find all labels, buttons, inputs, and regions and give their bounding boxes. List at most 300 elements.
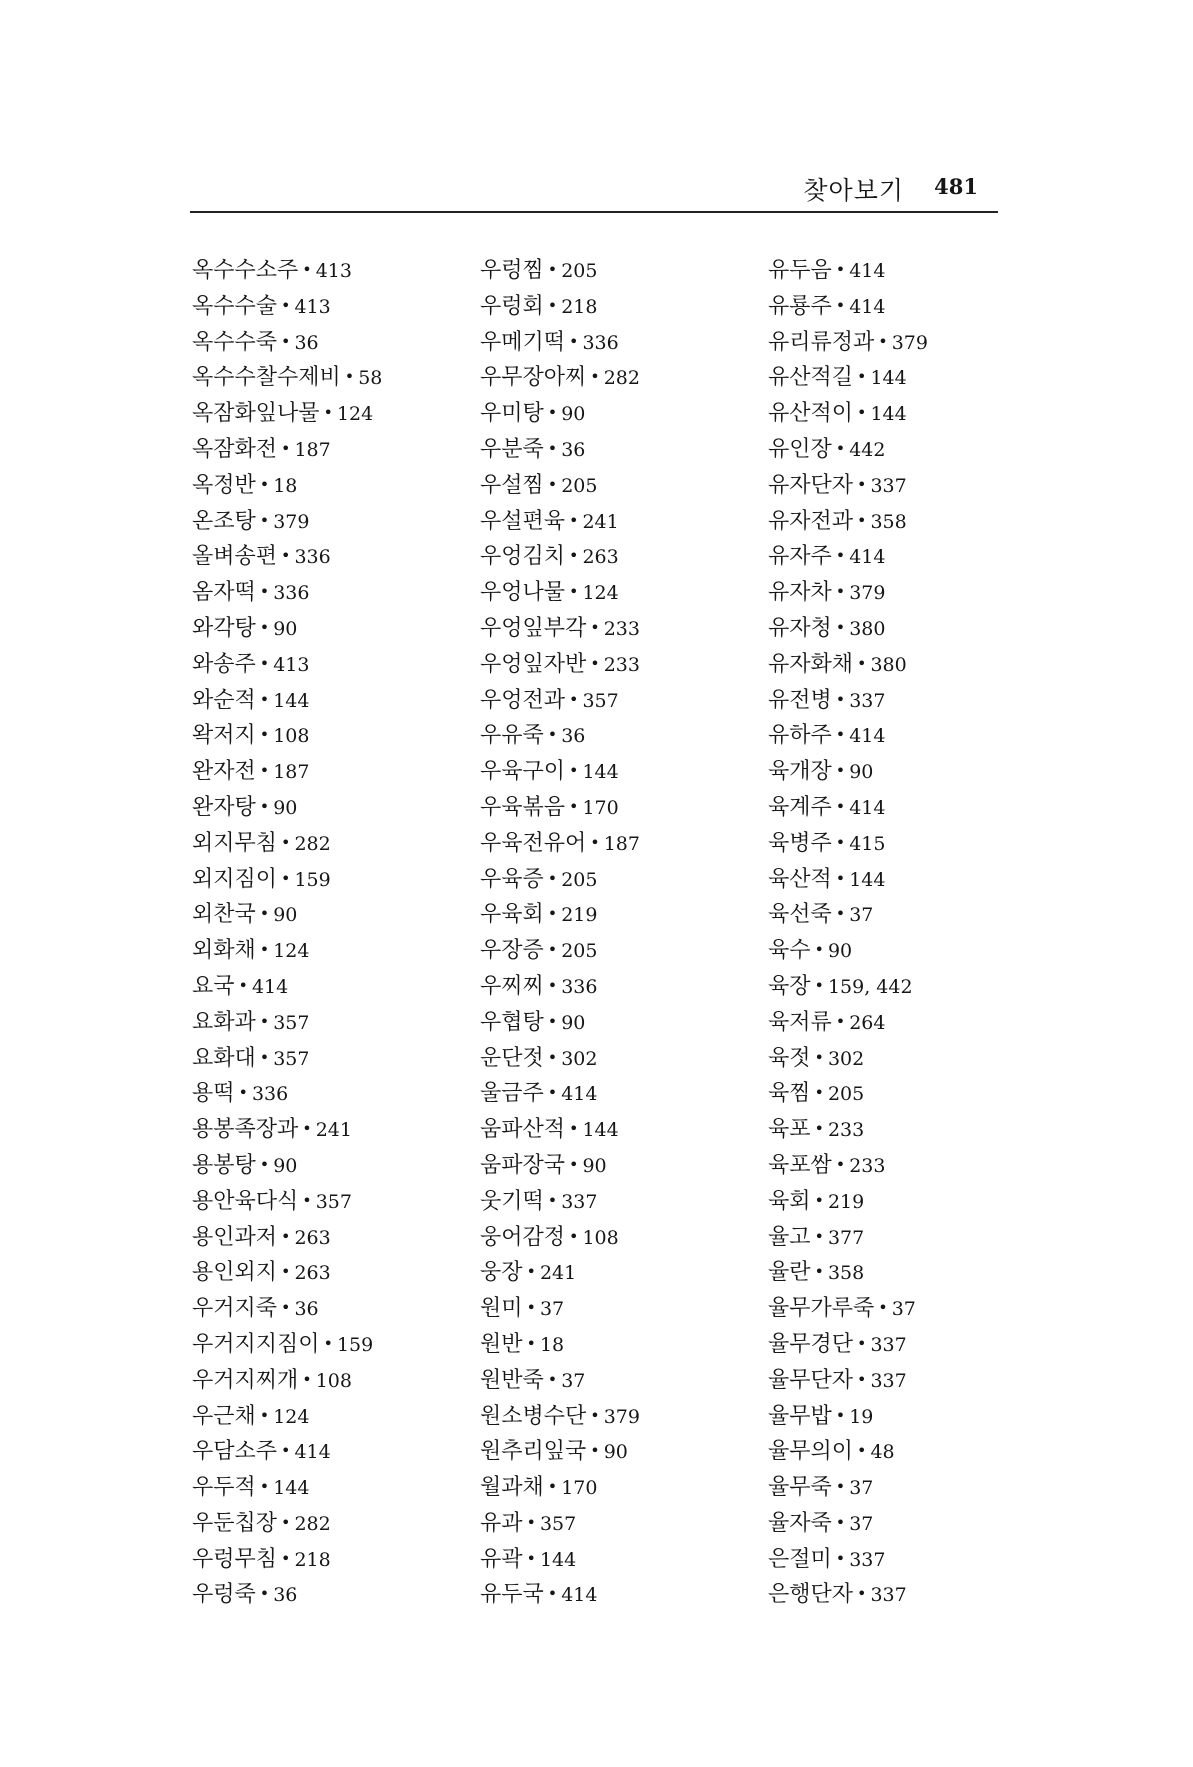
index-entry (192, 718, 472, 754)
entry-separator: • (590, 617, 600, 637)
index-entry (192, 1184, 472, 1220)
entry-term: 와순적 (192, 687, 256, 713)
entry-pages: 205 (827, 1083, 865, 1106)
index-entry (768, 539, 1048, 575)
index-entry (192, 647, 472, 683)
entry-pages: 108 (273, 725, 310, 748)
entry-pages: 413 (315, 260, 352, 282)
entry-term: 유자화채 (768, 651, 854, 677)
index-entry (480, 647, 760, 683)
index-entry (768, 504, 1048, 540)
entry-term: 우렁회 (480, 293, 544, 319)
entry-term: 움파장국 (480, 1152, 566, 1178)
entry-term: 육포쌈 (768, 1152, 832, 1178)
entry-separator: • (281, 1548, 291, 1568)
index-entry (480, 396, 760, 432)
index-entry (480, 1112, 760, 1148)
entry-separator: • (814, 975, 824, 995)
entry-pages: 241 (315, 1119, 352, 1142)
entry-separator: • (259, 653, 270, 673)
index-entry (192, 289, 472, 325)
entry-term: 웃기떡 (480, 1188, 544, 1214)
index-entry (480, 933, 760, 969)
index-entry (480, 1255, 760, 1291)
index-entry (768, 1434, 1048, 1470)
entry-term: 유두음 (768, 258, 832, 283)
index-entry (480, 1470, 760, 1506)
index-entry (192, 504, 472, 540)
entry-pages: 336 (251, 1083, 289, 1106)
entry-pages: 144 (870, 403, 907, 426)
entry-pages: 108 (315, 1369, 352, 1392)
entry-term: 유과 (480, 1510, 523, 1536)
index-entry (768, 575, 1048, 611)
index-entry (192, 1041, 472, 1077)
entry-term: 유자단자 (768, 472, 854, 498)
entry-separator: • (547, 403, 558, 423)
index-entry (480, 432, 760, 468)
entry-separator: • (281, 438, 291, 458)
entry-separator: • (569, 546, 579, 566)
entry-term: 육산적 (768, 866, 832, 892)
entry-separator: • (857, 474, 867, 494)
index-entry (768, 1327, 1048, 1363)
entry-pages: 219 (827, 1190, 865, 1213)
entry-separator: • (835, 617, 846, 637)
entry-term: 외화채 (192, 938, 256, 964)
entry-pages: 414 (561, 1083, 598, 1106)
entry-separator: • (569, 796, 579, 816)
index-entry (192, 683, 472, 719)
entry-pages: 413 (273, 653, 310, 676)
entry-separator: • (814, 1047, 824, 1067)
index-entry (480, 790, 760, 826)
entry-separator: • (835, 1548, 846, 1568)
entry-pages: 358 (870, 510, 907, 533)
index-entry (768, 289, 1048, 325)
entry-separator: • (835, 438, 846, 458)
entry-separator: • (547, 1190, 558, 1210)
index-entry (768, 1470, 1048, 1506)
index-entry (768, 1076, 1048, 1112)
entry-term: 육개장 (768, 759, 832, 785)
entry-pages: 336 (582, 331, 619, 354)
entry-term: 외지짐이 (192, 866, 278, 892)
header-rule (190, 211, 998, 213)
entry-separator: • (835, 260, 846, 279)
index-entry (192, 933, 472, 969)
index-entry (768, 325, 1048, 361)
index-entry (192, 611, 472, 647)
entry-pages: 36 (561, 438, 586, 461)
running-header (190, 165, 998, 211)
entry-pages: 124 (273, 940, 310, 963)
index-entry (480, 325, 760, 361)
entry-pages: 263 (294, 1226, 331, 1249)
index-entry (768, 1363, 1048, 1399)
entry-separator: • (857, 1333, 867, 1353)
entry-term: 원추리잎국 (480, 1439, 587, 1465)
index-entry (192, 1005, 472, 1041)
entry-separator: • (590, 1405, 600, 1425)
entry-separator: • (590, 367, 600, 387)
index-entry (480, 1434, 760, 1470)
entry-pages: 205 (561, 260, 598, 282)
index-entry (480, 1363, 760, 1399)
entry-pages: 90 (561, 1011, 586, 1034)
entry-separator: • (547, 975, 558, 995)
entry-separator: • (857, 653, 867, 673)
entry-separator: • (857, 510, 867, 530)
entry-separator: • (547, 295, 558, 315)
entry-pages: 336 (273, 582, 310, 605)
entry-term: 온조탕 (192, 508, 256, 534)
index-entry (192, 754, 472, 790)
index-entry (480, 754, 760, 790)
entry-term: 육병주 (768, 830, 832, 856)
entry-term: 웅어감정 (480, 1224, 566, 1250)
entry-separator: • (259, 1011, 270, 1031)
entry-pages: 282 (294, 1512, 331, 1535)
entry-term: 왁저지 (192, 723, 256, 749)
entry-term: 운단젓 (480, 1045, 544, 1071)
entry-separator: • (547, 1083, 558, 1103)
entry-term: 우엉잎부각 (480, 615, 587, 641)
entry-pages: 36 (294, 331, 319, 354)
entry-pages: 233 (603, 617, 640, 640)
entry-pages: 357 (273, 1011, 310, 1034)
index-entry (192, 897, 472, 933)
index-entry (192, 1327, 472, 1363)
entry-separator: • (526, 1298, 536, 1318)
page-title: 찾아보기 (803, 176, 904, 205)
entry-separator: • (547, 1477, 558, 1497)
entry-separator: • (259, 761, 270, 781)
entry-pages: 337 (870, 1333, 907, 1356)
entry-pages: 379 (603, 1405, 640, 1428)
entry-pages: 379 (849, 582, 886, 605)
entry-pages: 36 (273, 1584, 298, 1607)
entry-term: 유두국 (480, 1582, 544, 1608)
entry-term: 우거지찌개 (192, 1367, 299, 1393)
entry-separator: • (281, 331, 291, 351)
entry-separator: • (547, 1584, 558, 1604)
entry-separator: • (281, 1441, 291, 1461)
index-entry (768, 1542, 1048, 1578)
index-entry (768, 1005, 1048, 1041)
entry-term: 율무가루죽 (768, 1296, 875, 1322)
index-entry (480, 1327, 760, 1363)
entry-separator: • (259, 1405, 270, 1425)
entry-term: 완자탕 (192, 794, 256, 820)
entry-separator: • (835, 904, 846, 924)
entry-term: 옴자떡 (192, 580, 256, 606)
entry-pages: 144 (870, 367, 907, 390)
entry-pages: 90 (273, 904, 298, 927)
entry-term: 울금주 (480, 1081, 544, 1107)
entry-separator: • (259, 689, 270, 709)
index-entry (768, 1184, 1048, 1220)
index-entry (192, 539, 472, 575)
entry-pages: 144 (273, 689, 310, 712)
index-entry (768, 826, 1048, 862)
entry-separator: • (259, 582, 270, 602)
entry-term: 율무단자 (768, 1367, 854, 1393)
entry-pages: 302 (827, 1047, 865, 1070)
index-entry (192, 1076, 472, 1112)
entry-separator: • (835, 1512, 846, 1532)
entry-term: 용봉족장과 (192, 1117, 299, 1143)
entry-term: 우거지지짐이 (192, 1331, 320, 1357)
entry-separator: • (526, 1548, 536, 1568)
entry-pages: 336 (561, 975, 598, 998)
index-entry (768, 933, 1048, 969)
index-entry (768, 1255, 1048, 1291)
entry-term: 옥잠화잎나물 (192, 401, 320, 427)
entry-pages: 414 (849, 546, 886, 569)
index-entry (480, 1041, 760, 1077)
entry-term: 육장 (768, 973, 811, 999)
index-entry (192, 432, 472, 468)
index-entry (768, 1220, 1048, 1256)
entry-pages: 36 (561, 725, 586, 748)
entry-separator: • (857, 1441, 867, 1461)
entry-separator: • (814, 1226, 824, 1246)
entry-term: 우설찜 (480, 472, 544, 498)
entry-separator: • (835, 796, 846, 816)
entry-separator: • (835, 832, 846, 852)
entry-separator: • (526, 1333, 536, 1353)
entry-separator: • (835, 761, 846, 781)
entry-pages: 337 (870, 1584, 907, 1607)
index-entry (768, 432, 1048, 468)
entry-term: 율무죽 (768, 1475, 832, 1501)
entry-pages: 264 (849, 1011, 886, 1034)
entry-separator: • (590, 1441, 600, 1461)
entry-pages: 90 (273, 617, 298, 640)
entry-pages: 357 (582, 689, 619, 712)
entry-separator: • (238, 975, 248, 995)
entry-separator: • (569, 689, 579, 709)
entry-pages: 380 (870, 653, 907, 676)
entry-pages: 205 (561, 474, 598, 497)
entry-pages: 263 (294, 1262, 331, 1285)
entry-separator: • (526, 1262, 536, 1282)
entry-separator: • (814, 940, 824, 960)
entry-separator: • (857, 367, 867, 387)
index-entry (192, 826, 472, 862)
index-entry (192, 862, 472, 898)
index-entry (768, 647, 1048, 683)
index-entry (768, 468, 1048, 504)
entry-separator: • (569, 510, 579, 530)
entry-pages: 205 (561, 940, 598, 963)
entry-term: 유하주 (768, 723, 832, 749)
index-entry (480, 1506, 760, 1542)
index-entry (768, 253, 1048, 289)
index-column-3 (768, 253, 1048, 1613)
entry-pages: 241 (539, 1262, 577, 1285)
entry-pages: 380 (849, 617, 886, 640)
entry-pages: 37 (539, 1298, 565, 1321)
index-entry (192, 1255, 472, 1291)
entry-pages: 159 (294, 868, 331, 891)
entry-term: 원반죽 (480, 1367, 544, 1393)
entry-term: 유자차 (768, 580, 832, 606)
index-entry (480, 1220, 760, 1256)
entry-term: 우협탕 (480, 1009, 544, 1035)
entry-separator: • (259, 1047, 270, 1067)
entry-term: 옥잠화전 (192, 436, 278, 462)
entry-separator: • (835, 582, 846, 602)
entry-pages: 144 (273, 1477, 310, 1500)
entry-pages: 218 (294, 1548, 331, 1571)
entry-term: 우엉김치 (480, 544, 566, 570)
entry-pages: 90 (849, 761, 874, 784)
entry-separator: • (569, 331, 579, 351)
entry-term: 우두적 (192, 1475, 256, 1501)
entry-pages: 233 (603, 653, 640, 676)
entry-term: 우렁죽 (192, 1582, 256, 1608)
entry-separator: • (814, 1190, 824, 1210)
entry-pages: 18 (539, 1333, 565, 1356)
entry-pages: 233 (827, 1119, 865, 1142)
entry-term: 우유죽 (480, 723, 544, 749)
index-entry (768, 1399, 1048, 1435)
index-entry (192, 1506, 472, 1542)
entry-pages: 358 (827, 1262, 865, 1285)
entry-separator: • (547, 474, 558, 494)
entry-pages: 90 (561, 403, 586, 426)
entry-separator: • (814, 1119, 824, 1139)
index-entry (480, 1577, 760, 1613)
entry-pages: 37 (561, 1369, 586, 1392)
entry-separator: • (814, 1083, 824, 1103)
entry-term: 와각탕 (192, 615, 256, 641)
entry-term: 우렁찜 (480, 258, 544, 283)
entry-term: 유룡주 (768, 293, 832, 319)
entry-pages: 263 (582, 546, 619, 569)
entry-pages: 144 (582, 1119, 619, 1142)
entry-separator: • (547, 940, 558, 960)
entry-pages: 357 (539, 1512, 577, 1535)
entry-pages: 414 (849, 796, 886, 819)
entry-term: 우육회 (480, 902, 544, 928)
entry-term: 우엉나물 (480, 580, 566, 606)
entry-term: 올벼송편 (192, 544, 278, 570)
entry-separator: • (547, 1011, 558, 1031)
entry-pages: 337 (561, 1190, 598, 1213)
index-entry (480, 1148, 760, 1184)
entry-term: 육선죽 (768, 902, 832, 928)
entry-pages: 302 (561, 1047, 598, 1070)
index-entry (480, 969, 760, 1005)
index-columns (0, 253, 1193, 1633)
entry-term: 옥수수술 (192, 293, 278, 319)
entry-pages: 414 (849, 260, 886, 282)
entry-pages: 414 (294, 1441, 331, 1464)
entry-pages: 90 (273, 796, 298, 819)
entry-term: 유산적길 (768, 365, 854, 391)
index-entry (192, 396, 472, 432)
entry-separator: • (259, 796, 270, 816)
index-entry (480, 1542, 760, 1578)
index-entry (192, 325, 472, 361)
entry-term: 용떡 (192, 1081, 235, 1107)
entry-term: 은행단자 (768, 1582, 854, 1608)
entry-separator: • (547, 1047, 558, 1067)
entry-separator: • (547, 725, 558, 745)
entry-separator: • (835, 1011, 846, 1031)
entry-separator: • (857, 1584, 867, 1604)
entry-term: 유리류정과 (768, 329, 875, 355)
index-entry (480, 718, 760, 754)
entry-separator: • (281, 1226, 291, 1246)
entry-term: 우장증 (480, 938, 544, 964)
entry-separator: • (590, 832, 600, 852)
entry-term: 육젓 (768, 1045, 811, 1071)
entry-separator: • (302, 1119, 312, 1139)
entry-separator: • (302, 260, 312, 279)
entry-term: 우찌찌 (480, 973, 544, 999)
index-entry (480, 897, 760, 933)
entry-term: 우미탕 (480, 401, 544, 427)
entry-term: 율자죽 (768, 1510, 832, 1536)
index-entry (768, 1506, 1048, 1542)
index-entry (192, 1542, 472, 1578)
entry-separator: • (835, 689, 846, 709)
entry-separator: • (547, 438, 558, 458)
entry-pages: 37 (849, 1477, 874, 1500)
entry-separator: • (547, 868, 558, 888)
entry-separator: • (526, 1512, 536, 1532)
entry-separator: • (259, 725, 270, 745)
entry-term: 유자전과 (768, 508, 854, 534)
entry-separator: • (281, 1298, 291, 1318)
entry-pages: 337 (870, 1369, 907, 1392)
index-entry (192, 790, 472, 826)
entry-pages: 19 (849, 1405, 874, 1428)
entry-term: 우육볶음 (480, 794, 566, 820)
entry-pages: 108 (582, 1226, 619, 1249)
entry-term: 우둔칩장 (192, 1510, 278, 1536)
index-entry (192, 1434, 472, 1470)
entry-pages: 90 (827, 940, 853, 963)
page-number: 481 (934, 174, 978, 199)
entry-term: 육계주 (768, 794, 832, 820)
entry-pages: 90 (273, 1154, 298, 1177)
entry-pages: 442 (849, 438, 886, 461)
entry-pages: 414 (849, 295, 886, 318)
entry-term: 옥수수죽 (192, 329, 278, 355)
entry-separator: • (878, 1298, 888, 1318)
index-entry (768, 683, 1048, 719)
entry-pages: 413 (294, 295, 331, 318)
entry-pages: 144 (539, 1548, 577, 1571)
entry-separator: • (259, 510, 270, 530)
entry-term: 옥수수찰수제비 (192, 365, 341, 391)
entry-term: 유전병 (768, 687, 832, 713)
entry-pages: 337 (870, 474, 907, 497)
entry-term: 옥정반 (192, 472, 256, 498)
index-entry (768, 396, 1048, 432)
entry-term: 율란 (768, 1260, 811, 1286)
index-entry (192, 969, 472, 1005)
entry-term: 은절미 (768, 1546, 832, 1572)
entry-separator: • (569, 1119, 579, 1139)
entry-term: 월과채 (480, 1475, 544, 1501)
entry-pages: 415 (849, 832, 886, 855)
